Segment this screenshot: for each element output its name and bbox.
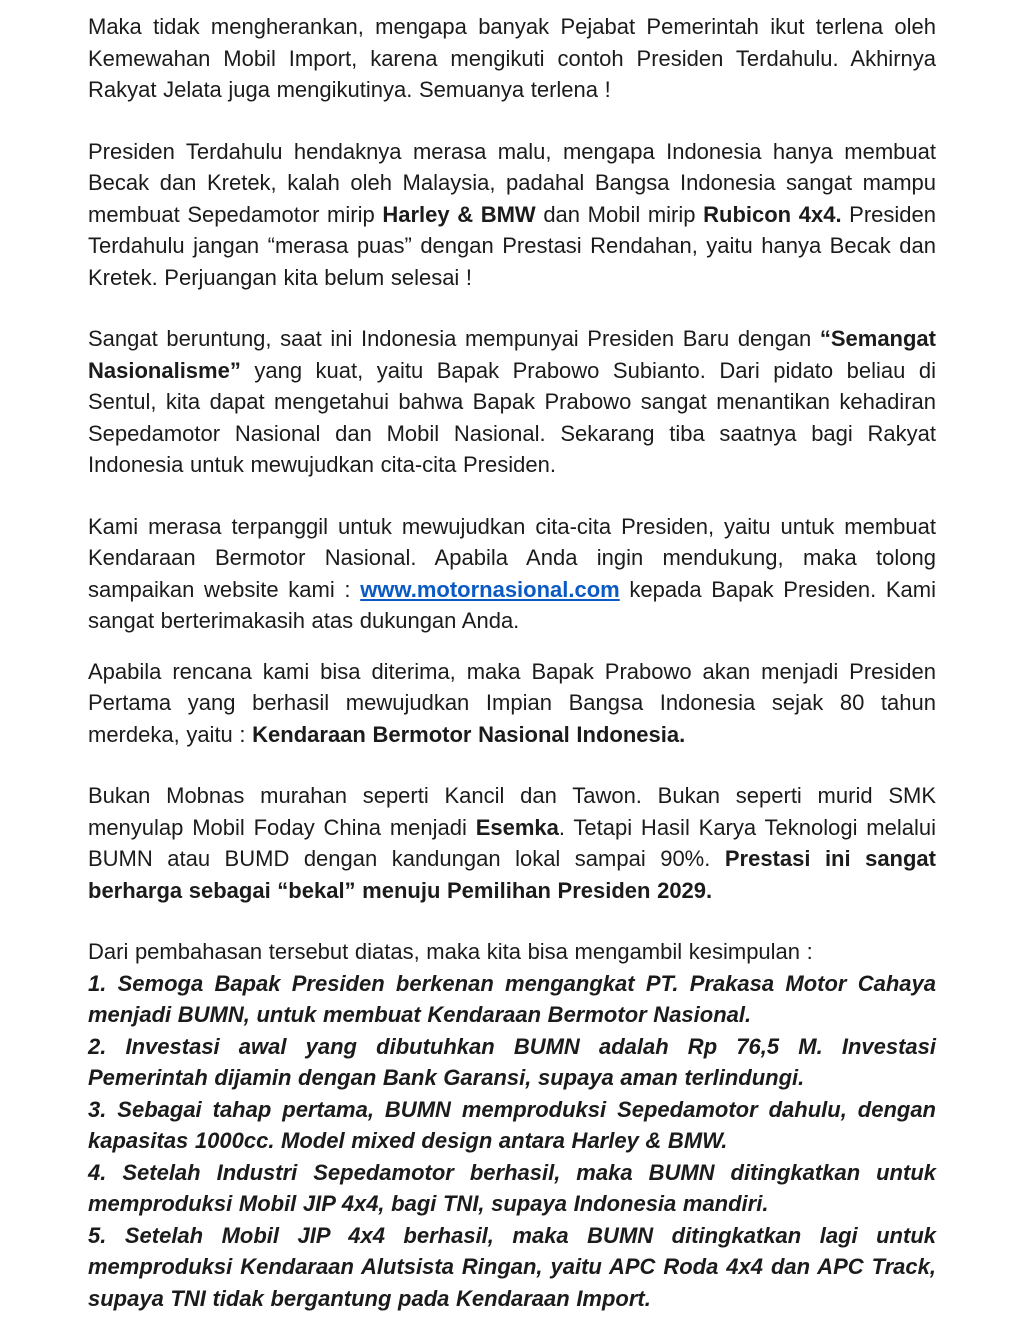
conclusion-intro	[88, 936, 936, 968]
text-run: Kami merasa terpanggil untuk mewujudkan cita-cita Presiden, yaitu untuk membuat Kendaraan Bermotor Nasional. Apabila Anda ingin mendukung, maka tolong sampaikan website kami :	[88, 513, 936, 602]
text-run: . Tetapi Hasil Karya Teknologi melalui BUMN atau BUMD dengan kandungan lokal sampai 90%.	[88, 814, 936, 871]
text-run: yang kuat, yaitu Bapak Prabowo Subianto. Dari pidato beliau di Sentul, kita dapat mengetahui bahwa Bapak Prabowo sangat menantikan kehadiran Sepedamotor Nasional dan Mobil Nasional. Sekarang tiba saatnya bagi Rakyat Indonesia untuk mewujudkan cita-cita Presiden.	[88, 357, 936, 477]
text-run: Sangat beruntung, saat ini Indonesia mempunyai Presiden Baru dengan	[88, 326, 820, 351]
website-link[interactable]: www.motornasional.com	[360, 576, 620, 602]
conclusion-item-3	[88, 1094, 936, 1157]
text-run: Harley & BMW	[382, 201, 536, 227]
paragraph-3	[88, 323, 936, 481]
text-run: Presiden Terdahulu hendaknya merasa malu, mengapa Indonesia hanya membuat Becak dan Kretek, kalah oleh Malaysia, padahal Bangsa Indonesia sangat mampu membuat Sepedamotor mirip	[88, 138, 936, 227]
text-run: Bukan Mobnas murahan seperti Kancil dan Tawon. Bukan seperti murid SMK menyulap Mobil Foday China menjadi	[88, 783, 936, 840]
text-run: Dari pembahasan tersebut diatas, maka kita bisa mengambil kesimpulan :	[88, 939, 813, 964]
conclusion-item-2	[88, 1031, 936, 1094]
text-run: Esemka	[475, 814, 559, 840]
paragraph-5	[88, 656, 936, 751]
text-run: Presiden Terdahulu jangan “merasa puas” dengan Prestasi Rendahan, yaitu hanya Becak dan Kretek. Perjuangan kita belum selesai !	[88, 201, 937, 290]
paragraph-2	[88, 136, 936, 294]
conclusion-item-5	[88, 1220, 936, 1315]
text-run: “Semangat Nasionalisme”	[88, 326, 936, 383]
text-run: Maka tidak mengherankan, mengapa banyak Pejabat Pemerintah ikut terlena oleh Kemewahan Mobil Import, karena mengikuti contoh Presiden Terdahulu. Akhirnya Rakyat Jelata juga mengikutinya. Semuanya terlena !	[88, 14, 936, 102]
paragraph-1	[88, 11, 936, 106]
text-run: 1. Semoga Bapak Presiden berkenan mengangkat PT. Prakasa Motor Cahaya menjadi BUMN, untuk membuat Kendaraan Bermotor Nasional.	[88, 970, 936, 1027]
text-run: 3. Sebagai tahap pertama, BUMN memproduksi Sepedamotor dahulu, dengan kapasitas 1000cc. Model mixed design antara Harley & BMW.	[88, 1096, 936, 1153]
conclusion-item-1	[88, 968, 936, 1031]
text-run: Apabila rencana kami bisa diterima, maka Bapak Prabowo akan menjadi Presiden Pertama yang berhasil mewujudkan Impian Bangsa Indonesia sejak 80 tahun merdeka, yaitu :	[88, 658, 936, 747]
text-run: 2. Investasi awal yang dibutuhkan BUMN adalah Rp 76,5 M. Investasi Pemerintah dijamin dengan Bank Garansi, supaya aman terlindungi.	[88, 1033, 936, 1090]
text-run: dan Mobil mirip	[535, 201, 704, 227]
text-run: Prestasi ini sangat berharga sebagai “bekal” menuju Pemilihan Presiden 2029.	[88, 846, 936, 903]
text-run: 4. Setelah Industri Sepedamotor berhasil, maka BUMN ditingkatkan untuk memproduksi Mobil JIP 4x4, bagi TNI, supaya Indonesia mandiri.	[88, 1159, 936, 1216]
paragraph-6	[88, 780, 936, 906]
conclusion-item-4	[88, 1157, 936, 1220]
text-run: kepada Bapak Presiden. Kami sangat berterimakasih atas dukungan Anda.	[88, 576, 936, 633]
text-run: 5. Setelah Mobil JIP 4x4 berhasil, maka BUMN ditingkatkan lagi untuk memproduksi Kendaraan Alutsista Ringan, yaitu APC Roda 4x4 dan APC Track, supaya TNI tidak bergantung pada Kendaraan Import.	[88, 1222, 936, 1311]
text-run: Kendaraan Bermotor Nasional Indonesia.	[252, 721, 686, 747]
text-run: Rubicon 4x4.	[703, 201, 842, 227]
paragraph-4	[88, 511, 936, 637]
